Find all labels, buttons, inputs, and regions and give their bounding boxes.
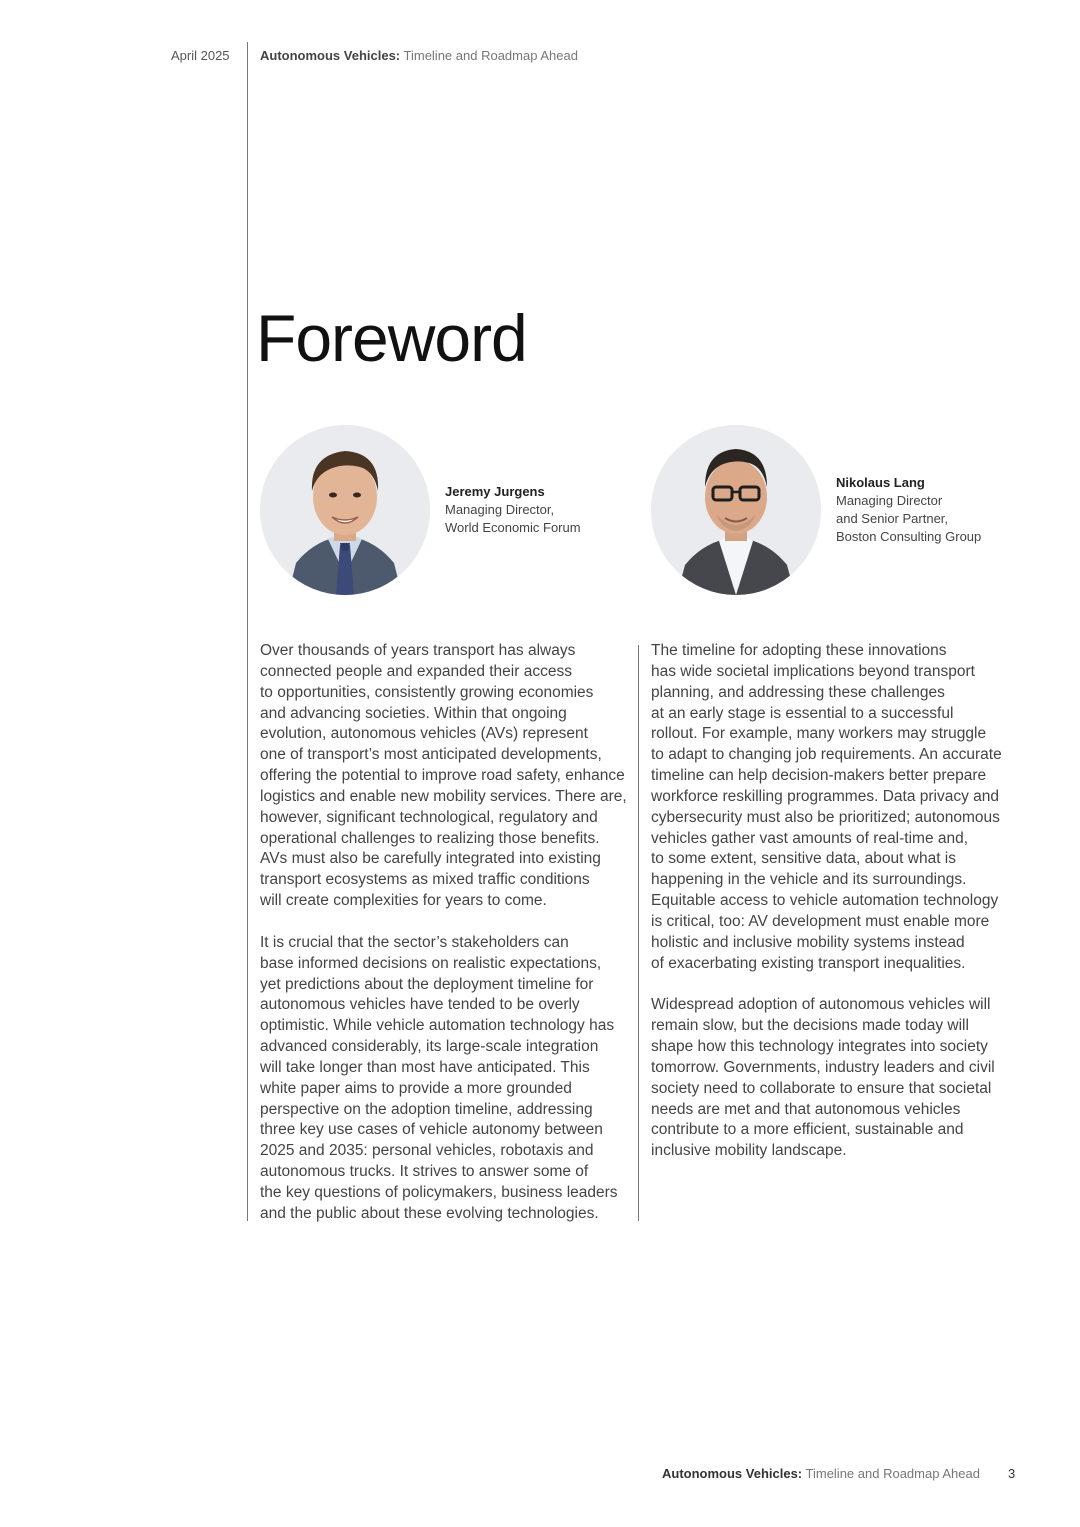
body-column-left (260, 641, 630, 1245)
body-paragraph (260, 933, 630, 1225)
author-name: Jeremy Jurgens (445, 484, 545, 499)
body-text-line: autonomous trucks. It strives to answer some of (260, 1163, 589, 1181)
body-text-line: happening in the vehicle and its surroundings. (651, 871, 967, 889)
author-role-line: World Economic Forum (445, 520, 581, 535)
body-text-line: shape how this technology integrates into society (651, 1038, 988, 1056)
column-divider-rule (638, 645, 639, 1221)
body-text-line: advanced considerably, its large-scale integration (260, 1038, 599, 1056)
body-text-line: and advancing societies. Within that ongoing (260, 704, 567, 722)
body-text-line: The timeline for adopting these innovations (651, 642, 947, 659)
portrait-photo-nikolaus-lang (651, 425, 821, 595)
body-text-line: has wide societal implications beyond transport (651, 662, 975, 680)
body-text-line: cybersecurity must also be prioritized; autonomous (651, 808, 1000, 826)
body-text-line: remain slow, but the decisions made today will (651, 1017, 969, 1035)
body-paragraph (651, 641, 1026, 975)
portrait-photo-jeremy-jurgens (260, 425, 430, 595)
body-text-line: of exacerbating existing transport inequalities. (651, 954, 966, 972)
footer-document-title (662, 1466, 980, 1481)
body-text-line: white paper aims to provide a more grounded (260, 1079, 572, 1097)
body-text-line: to some extent, sensitive data, about what is (651, 850, 957, 868)
author-role-line: Managing Director, (445, 502, 555, 517)
person-portrait-icon (260, 425, 430, 595)
body-text-line: will take longer than most have anticipated. This (260, 1058, 590, 1076)
body-text-line: planning, and addressing these challenges (651, 683, 945, 701)
body-text-line: offering the potential to improve road safety, enhance (260, 767, 625, 785)
body-column-right (651, 641, 1026, 1183)
body-text-line: the key questions of policymakers, business leaders (260, 1183, 618, 1201)
page-number: 3 (1008, 1466, 1016, 1481)
header-date: April 2025 (171, 48, 230, 63)
body-text-line: tomorrow. Governments, industry leaders and civil (651, 1058, 995, 1076)
body-text-line: Over thousands of years transport has always (260, 642, 576, 659)
body-text-line: at an early stage is essential to a successful (651, 704, 954, 722)
body-text-line: logistics and enable new mobility services. There are, (260, 787, 627, 805)
body-text-line: connected people and expanded their access (260, 662, 572, 680)
body-text-line: rollout. For example, many workers may struggle (651, 725, 987, 743)
body-text-line: autonomous vehicles have tended to be overly (260, 996, 580, 1014)
body-text-line: is critical, too: AV development must enable more (651, 912, 990, 930)
author-name: Nikolaus Lang (836, 475, 925, 490)
body-text-line: perspective on the adoption timeline, addressing (260, 1100, 593, 1118)
body-text-line: holistic and inclusive mobility systems instead (651, 933, 965, 951)
body-text-line: and the public about these evolving technologies. (260, 1204, 599, 1222)
body-text-line: It is crucial that the sector’s stakeholders can (260, 933, 569, 951)
body-text-line: evolution, autonomous vehicles (AVs) represent (260, 725, 588, 743)
body-text-line: yet predictions about the deployment timeline for (260, 975, 594, 993)
body-text-line: inclusive mobility landscape. (651, 1142, 847, 1160)
left-vertical-rule (247, 42, 248, 1221)
author-role-line: Boston Consulting Group (836, 529, 982, 544)
person-portrait-icon (651, 425, 821, 595)
page-title: Foreword (256, 301, 527, 375)
footer-title-bold: Autonomous Vehicles: (662, 1466, 803, 1481)
body-text-line: timeline can help decision-makers better prepare (651, 767, 987, 785)
body-text-line: society need to collaborate to ensure that societal (651, 1079, 992, 1097)
body-text-line: will create complexities for years to come. (260, 892, 547, 910)
body-text-line: three key use cases of vehicle autonomy between (260, 1121, 603, 1139)
author-role-line: Managing Director (836, 493, 943, 508)
body-text-line: needs are met and that autonomous vehicles (651, 1100, 961, 1118)
body-text-line: base informed decisions on realistic expectations, (260, 954, 602, 972)
body-text-line: however, significant technological, regulatory and (260, 808, 598, 826)
author-bio-1 (445, 483, 581, 537)
header-title-rest: Timeline and Roadmap Ahead (400, 48, 578, 63)
body-paragraph (651, 995, 1026, 1162)
body-text-line: workforce reskilling programmes. Data privacy and (651, 787, 1000, 805)
author-bio-2 (836, 474, 981, 546)
body-paragraph (260, 641, 630, 912)
body-text-line: optimistic. While vehicle automation technology has (260, 1017, 615, 1035)
body-text-line: transport ecosystems as mixed traffic conditions (260, 871, 590, 889)
body-text-line: AVs must also be carefully integrated into existing (260, 850, 601, 868)
body-text-line: vehicles gather vast amounts of real-time and, (651, 829, 969, 847)
author-role-line: and Senior Partner, (836, 511, 949, 526)
body-text-line: one of transport’s most anticipated developments, (260, 746, 602, 764)
body-text-line: 2025 and 2035: personal vehicles, robotaxis and (260, 1142, 594, 1160)
footer-title-rest: Timeline and Roadmap Ahead (802, 1466, 980, 1481)
body-text-line: Equitable access to vehicle automation technology (651, 892, 999, 910)
body-text-line: Widespread adoption of autonomous vehicles will (651, 996, 991, 1014)
body-text-line: to adapt to changing job requirements. An accurate (651, 746, 1002, 764)
header-document-title (260, 48, 578, 63)
header-title-bold: Autonomous Vehicles: (260, 48, 401, 63)
body-text-line: operational challenges to realizing those benefits. (260, 829, 600, 847)
body-text-line: contribute to a more efficient, sustainable and (651, 1121, 964, 1139)
body-text-line: to opportunities, consistently growing economies (260, 683, 594, 701)
